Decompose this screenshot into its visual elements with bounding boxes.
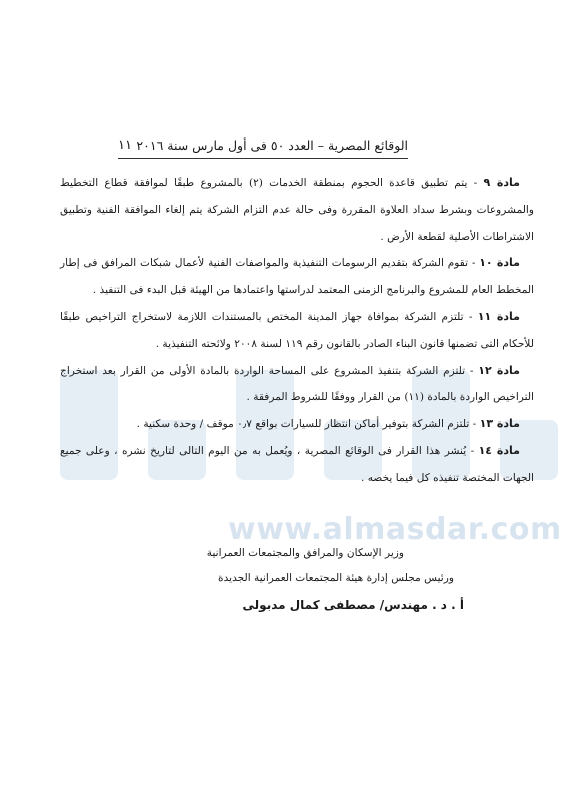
article-text: - تلتزم الشركة بموافاة جهاز المدينة المختص بالمستندات اللازمة لاستخراج التراخيص طبقًا للأحكام التى تضمنها قانون البناء الصادر بالقانون رقم ١١٩ لسنة ٢٠٠٨ ولائحته التنفيذية . [60, 310, 534, 350]
page-header [118, 134, 408, 156]
article-label: مادة ١٢ [478, 363, 520, 377]
article-text: - يتم تطبيق قاعدة الحجوم بمنطقة الخدمات (٢) بالمشروع طبقًا لموافقة قطاع التخطيط والمشروعات وبشرط سداد العلاوة المقررة وفى حالة عدم التزام الشركة يتم إلغاء الموافقة الفنية وتطبيق الاشتراطات الأصلية لقطعة الأرض . [60, 177, 534, 243]
article-12 [60, 358, 534, 412]
article-label: مادة ١٠ [479, 256, 520, 270]
article-9 [60, 170, 534, 250]
page-number: ١١ [118, 137, 132, 153]
article-14 [60, 438, 534, 492]
signature-title-2: ورئيس مجلس إدارة هيئة المجتمعات العمرانية الجديدة [218, 572, 454, 584]
signature-title-1: وزير الإسكان والمرافق والمجتمعات العمرانية [206, 547, 404, 559]
article-label: مادة ١١ [477, 309, 520, 323]
article-text: - تلتزم الشركة بتوفير أماكن انتظار للسيارات بواقع ٠٫٧ موقف / وحدة سكنية . [136, 418, 477, 431]
article-label: مادة ١٤ [478, 443, 520, 457]
article-text: - يُنشر هذا القرار فى الوقائع المصرية ، ويُعمل به من اليوم التالى لتاريخ نشره ، وعلى جميع الجهات المختصة تنفيذه كل فيما يخصه . [60, 444, 534, 484]
article-11 [60, 304, 534, 358]
watermark-url: www.almasdar.com [228, 512, 562, 547]
article-label: مادة ٩ [483, 176, 520, 189]
article-text: - تقوم الشركة بتقديم الرسومات التنفيذية والمواصفات الفنية لأعمال شبكات المرافق فى إطار المخطط العام للمشروع والبرنامج الزمنى المعتمد لدراستها واعتمادها من الهيئة قبل البدء فى التنفيذ . [60, 257, 534, 297]
article-label: مادة ١٣ [479, 417, 520, 431]
article-10 [60, 250, 534, 304]
header-rule [118, 158, 408, 159]
document-body [60, 170, 534, 492]
signature-name: أ . د . مهندس/ مصطفى كمال مدبولى [242, 598, 464, 612]
article-13 [60, 411, 534, 438]
article-text: - تلتزم الشركة بتنفيذ المشروع على المساحة الواردة بالمادة الأولى من القرار بعد استخراج التراخيص الواردة بالمادة (١١) من القرار ووفقًا للشروط المرفقة . [60, 364, 534, 404]
page-header-title: الوقائع المصرية – العدد ٥٠ فى أول مارس سنة ٢٠١٦ [136, 137, 408, 153]
